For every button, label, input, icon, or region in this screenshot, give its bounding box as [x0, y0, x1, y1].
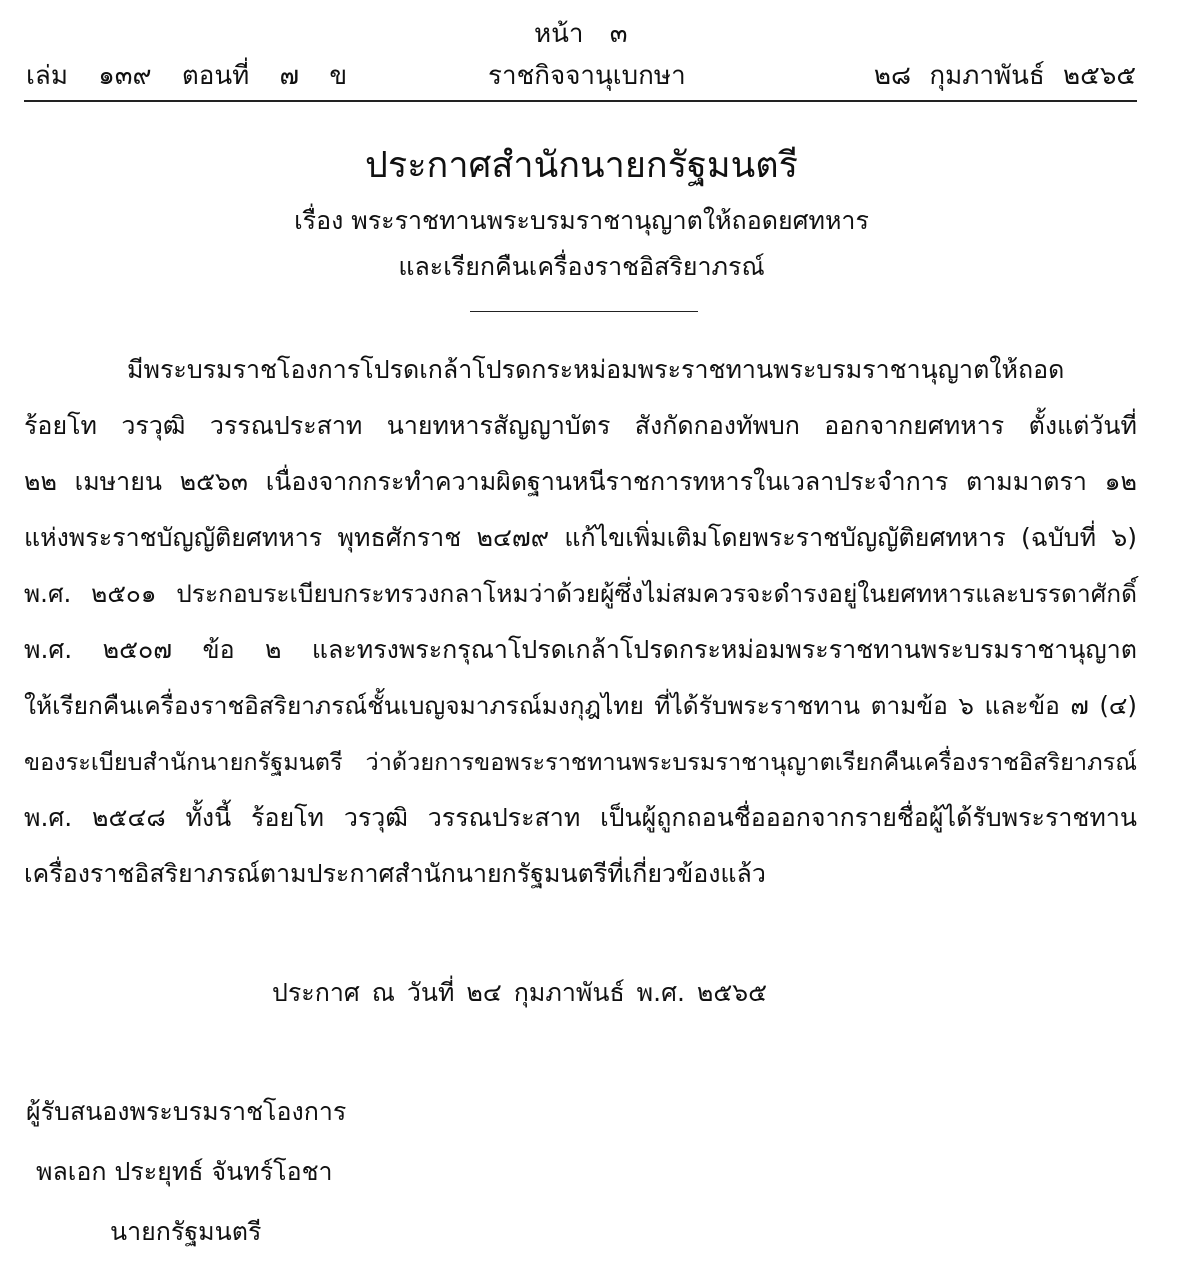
signatory-name: พลเอก ประยุทธ์ จันทร์โอชา	[36, 1157, 333, 1186]
body-line-9: พ.ศ. ๒๕๔๘ ทั้งนี้ ร้อยโท วรวุฒิ วรรณประสาท เป็นผู้ถูกถอนชื่อออกจากรายชื่อผู้ได้รับพระราชทาน	[24, 803, 1137, 832]
body-line-3: ๒๒ เมษายน ๒๕๖๓ เนื่องจากกระทำความผิดฐานหนีราชการทหารในเวลาประจำการ ตามมาตรา ๑๒	[24, 467, 1137, 496]
gazette-name: ราชกิจจานุเบกษา	[488, 61, 686, 91]
volume-info	[26, 60, 347, 92]
title-divider	[470, 311, 698, 312]
section-label: ตอนที่	[181, 61, 250, 91]
countersign-label: ผู้รับสนองพระบรมราชโองการ	[26, 1097, 347, 1126]
body-line-5: พ.ศ. ๒๕๐๑ ประกอบระเบียบกระทรวงกลาโหมว่าด้วยผู้ซึ่งไม่สมควรจะดำรงอยู่ในยศทหารและบรรดาศักดิ์	[24, 579, 1137, 608]
volume-label: เล่ม	[26, 61, 68, 91]
body-line-8: ของระเบียบสำนักนายกรัฐมนตรี ว่าด้วยการขอพระราชทานพระบรมราชานุญาตเรียกคืนเครื่องราชอิสริยาภรณ์	[24, 748, 1137, 776]
announcement-title: ประกาศสำนักนายกรัฐมนตรี	[365, 145, 798, 186]
page-label: หน้า	[534, 19, 584, 49]
body-line-4: แห่งพระราชบัญญัติยศทหาร พุทธศักราช ๒๔๗๙ แก้ไขเพิ่มเติมโดยพระราชบัญญัติยศทหาร (ฉบับที่ ๖)	[24, 523, 1137, 552]
subject-line-1: เรื่อง พระราชทานพระบรมราชานุญาตให้ถอดยศทหาร	[294, 206, 869, 235]
section-number: ๗	[279, 61, 300, 91]
header-rule	[24, 100, 1137, 102]
body-line-10: เครื่องราชอิสริยาภรณ์ตามประกาศสำนักนายกรัฐมนตรีที่เกี่ยวข้องแล้ว	[24, 859, 766, 888]
subject-line-2: และเรียกคืนเครื่องราชอิสริยาภรณ์	[398, 252, 765, 281]
gazette-date: ๒๘ กุมภาพันธ์ ๒๕๖๕	[873, 61, 1136, 91]
body-line-1: มีพระบรมราชโองการโปรดเกล้าโปรดกระหม่อมพระราชทานพระบรมราชานุญาตให้ถอด	[127, 355, 1065, 384]
page-number: ๓	[609, 19, 628, 49]
body-line-2: ร้อยโท วรวุฒิ วรรณประสาท นายทหารสัญญาบัตร สังกัดกองทัพบก ออกจากยศทหาร ตั้งแต่วันที่	[24, 411, 1137, 440]
page-number-line	[534, 18, 628, 50]
body-line-6: พ.ศ. ๒๕๐๗ ข้อ ๒ และทรงพระกรุณาโปรดเกล้าโปรดกระหม่อมพระราชทานพระบรมราชานุญาต	[24, 635, 1137, 664]
section-type: ข	[329, 61, 348, 91]
body-line-7: ให้เรียกคืนเครื่องราชอิสริยาภรณ์ชั้นเบญจมาภรณ์มงกุฎไทย ที่ได้รับพระราชทาน ตามข้อ ๖ และข้อ ๗ (๔)	[24, 691, 1137, 720]
volume-number: ๑๓๙	[98, 61, 152, 91]
announcement-date-line: ประกาศ ณ วันที่ ๒๔ กุมภาพันธ์ พ.ศ. ๒๕๖๕	[272, 978, 768, 1007]
signatory-position: นายกรัฐมนตรี	[110, 1217, 262, 1246]
